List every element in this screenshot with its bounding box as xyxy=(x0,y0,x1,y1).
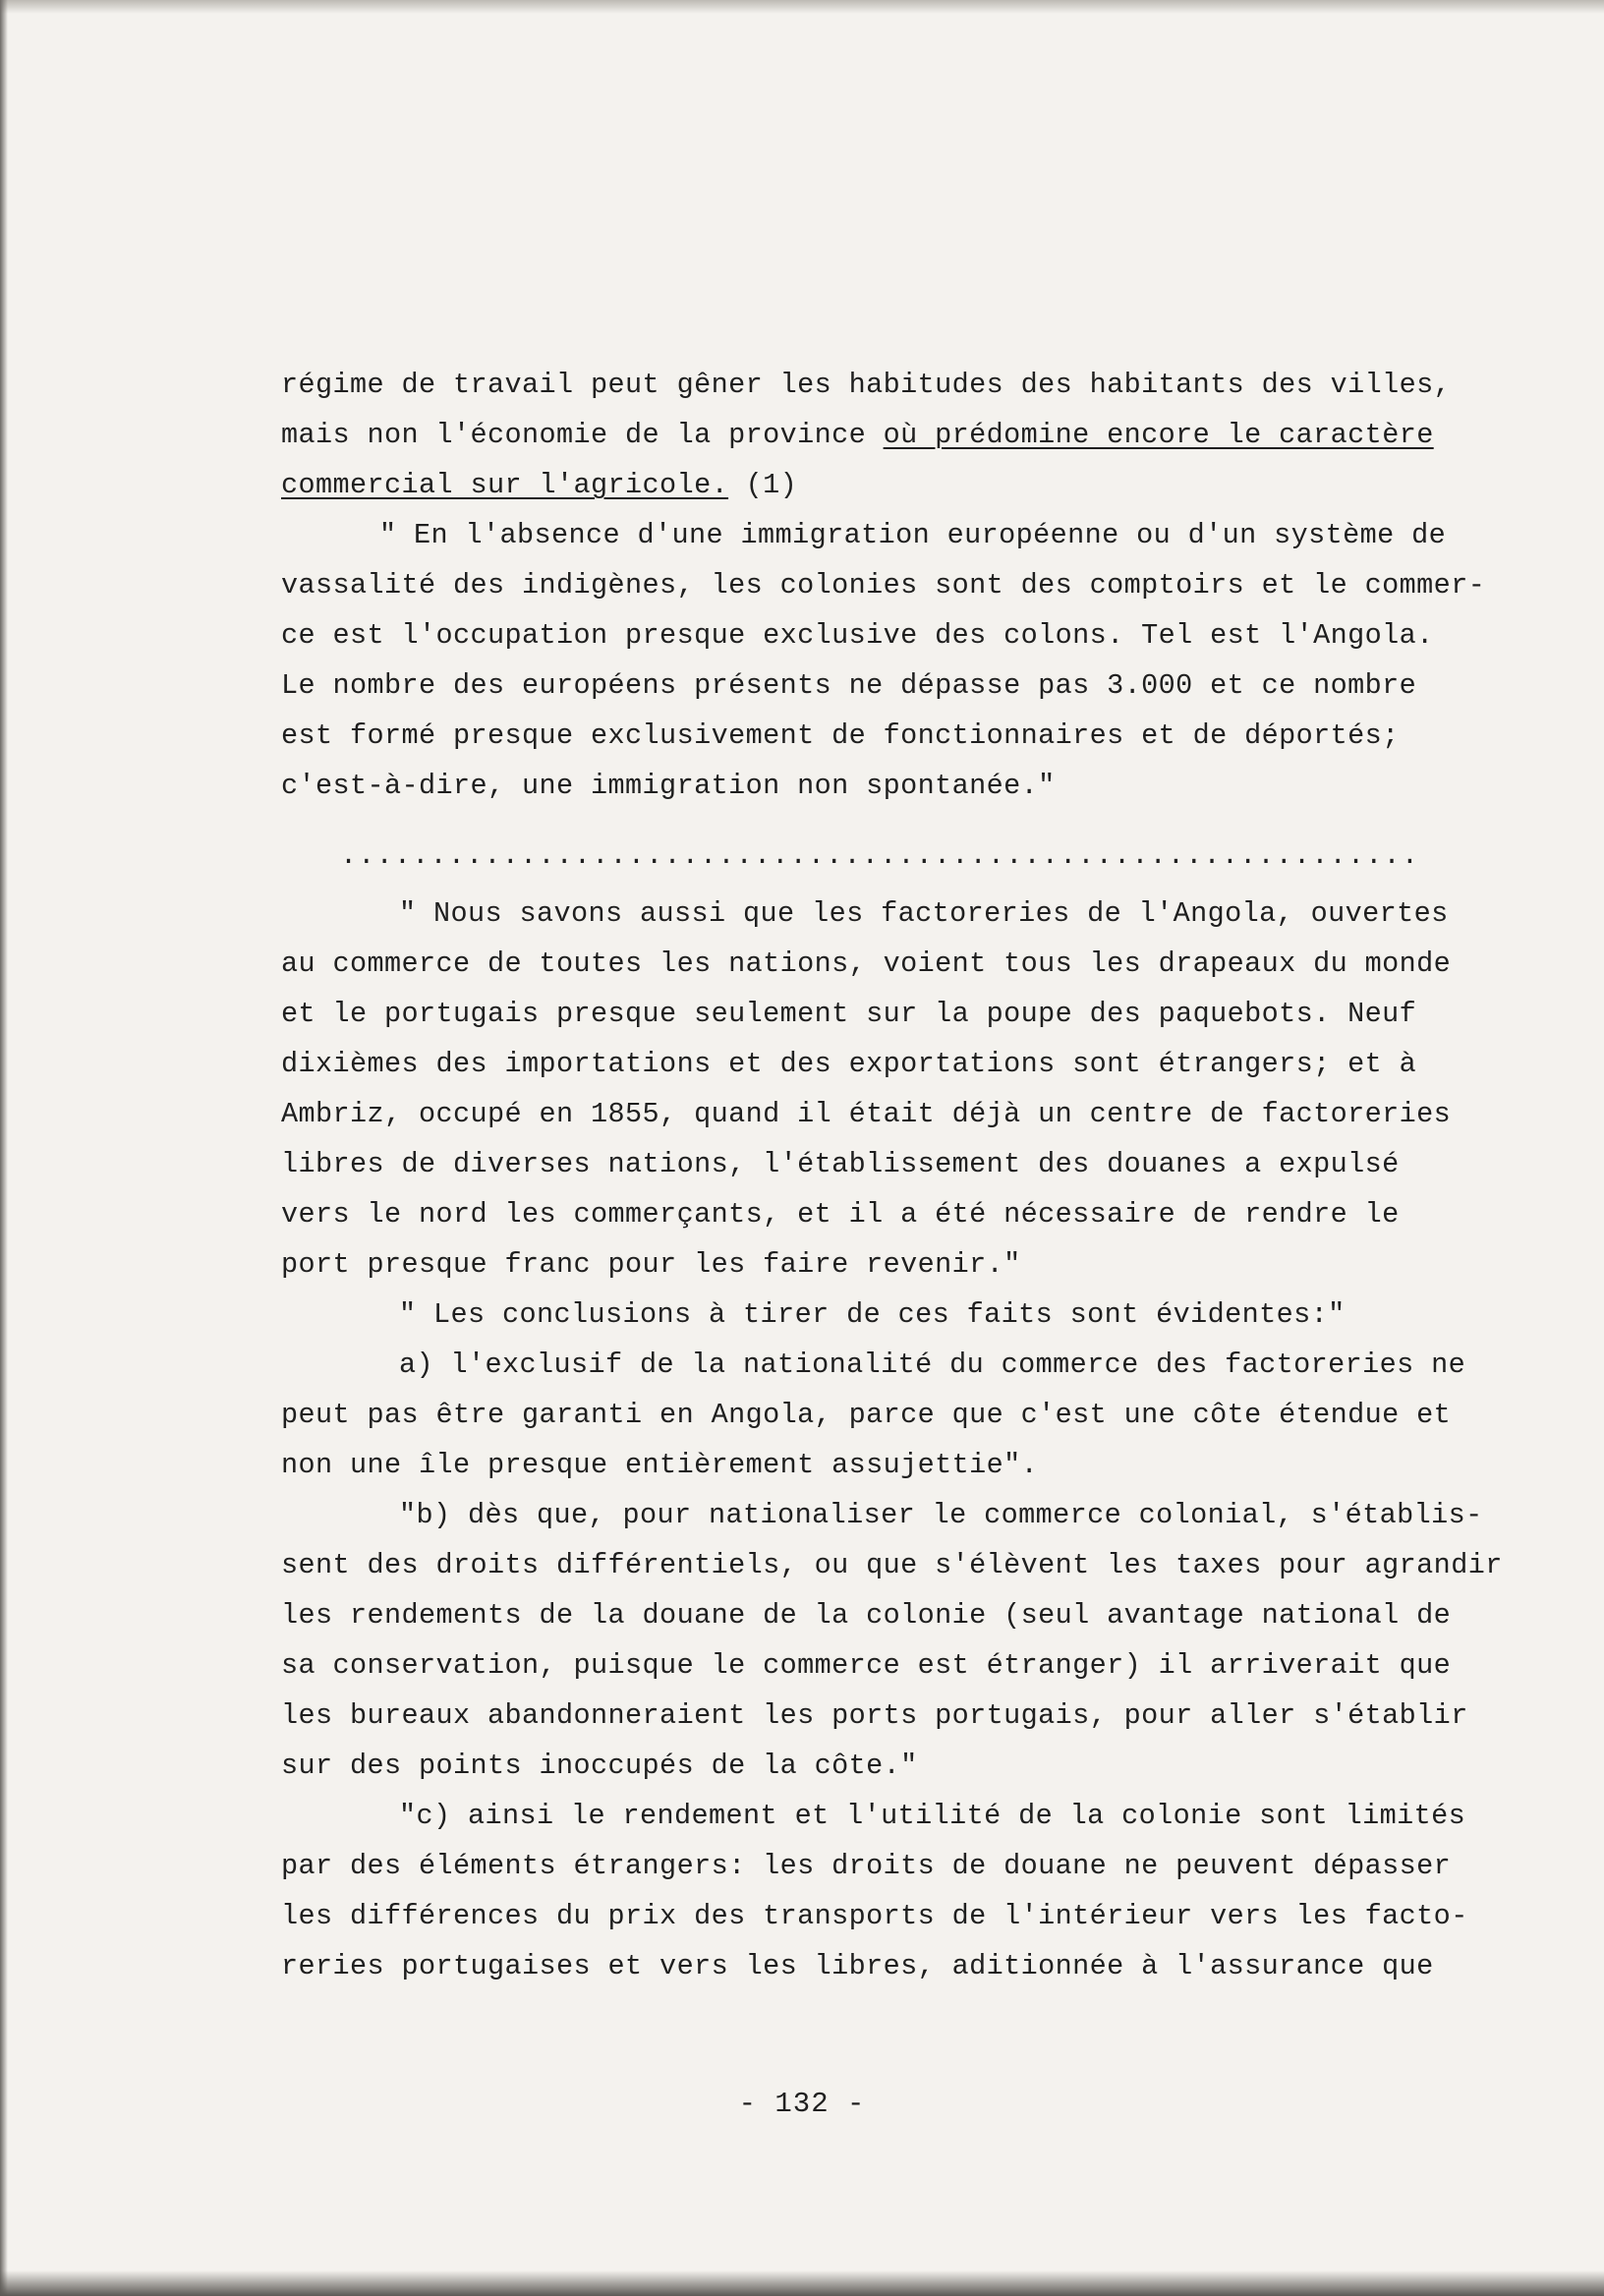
text-line: " En l'absence d'une immigration européenne ou d'un système de xyxy=(379,519,1447,551)
scan-edge-top xyxy=(0,0,1604,14)
text-line: est formé presque exclusivement de fonctionnaires et de déportés; xyxy=(281,719,1400,752)
text-line: " Les conclusions à tirer de ces faits sont évidentes:" xyxy=(399,1298,1346,1331)
footnote-reference: (1) xyxy=(728,469,798,501)
ellipsis-separator: ............................................................ xyxy=(340,839,1420,872)
text-line: reries portugaises et vers les libres, aditionnée à l'assurance que xyxy=(281,1950,1434,1982)
spacer xyxy=(281,811,1519,831)
text-line: "c) ainsi le rendement et l'utilité de la colonie sont limités xyxy=(399,1800,1466,1832)
text-line: port presque franc pour les faire revenir." xyxy=(281,1248,1021,1281)
text-line: et le portugais presque seulement sur la poupe des paquebots. Neuf xyxy=(281,998,1417,1030)
text-line: peut pas être garanti en Angola, parce que c'est une côte étendue et xyxy=(281,1399,1452,1431)
text-line xyxy=(281,410,1519,460)
text-line: libres de diverses nations, l'établissement des douanes a expulsé xyxy=(281,1148,1400,1180)
text-line: Le nombre des européens présents ne dépasse pas 3.000 et ce nombre xyxy=(281,669,1417,702)
text-line: a) l'exclusif de la nationalité du commerce des factoreries ne xyxy=(399,1349,1466,1381)
text-line: ce est l'occupation presque exclusive des colons. Tel est l'Angola. xyxy=(281,619,1434,652)
text-line: sa conservation, puisque le commerce est étranger) il arriverait que xyxy=(281,1649,1452,1682)
text-line: les rendements de la douane de la colonie (seul avantage national de xyxy=(281,1599,1452,1632)
text-line: dixièmes des importations et des exportations sont étrangers; et à xyxy=(281,1048,1417,1080)
scan-edge-left xyxy=(0,0,8,2296)
text-line: les bureaux abandonneraient les ports portugais, pour aller s'établir xyxy=(281,1699,1468,1732)
text-line: sent des droits différentiels, ou que s'élèvent les taxes pour agrandir xyxy=(281,1549,1503,1581)
text-line: c'est-à-dire, une immigration non spontanée." xyxy=(281,770,1056,802)
text-line: sur des points inoccupés de la côte." xyxy=(281,1750,918,1782)
text-line: vassalité des indigènes, les colonies sont des comptoirs et le commer- xyxy=(281,569,1486,602)
text-line: non une île presque entièrement assujettie". xyxy=(281,1449,1039,1481)
text-line: les différences du prix des transports de l'intérieur vers les facto- xyxy=(281,1900,1468,1932)
scan-edge-bottom xyxy=(0,2270,1604,2296)
text-line: vers le nord les commerçants, et il a été nécessaire de rendre le xyxy=(281,1198,1400,1231)
underlined-phrase: commercial sur l'agricole. xyxy=(281,469,729,501)
text-line: au commerce de toutes les nations, voient tous les drapeaux du monde xyxy=(281,947,1452,980)
text-line: régime de travail peut gêner les habitudes des habitants des villes, xyxy=(281,369,1452,401)
body-text xyxy=(281,360,1519,1991)
text-line: " Nous savons aussi que les factoreries de l'Angola, ouvertes xyxy=(399,897,1449,930)
underlined-phrase: où prédomine encore le caractère xyxy=(883,419,1434,451)
text-line: Ambriz, occupé en 1855, quand il était déjà un centre de factoreries xyxy=(281,1098,1452,1130)
spacer xyxy=(281,881,1519,889)
text-line: "b) dès que, pour nationaliser le commerce colonial, s'établis- xyxy=(399,1499,1483,1531)
text-segment: mais non l'économie de la province xyxy=(281,419,884,451)
text-line: par des éléments étrangers: les droits de douane ne peuvent dépasser xyxy=(281,1850,1452,1882)
page-number: - 132 - xyxy=(738,2088,866,2120)
text-line xyxy=(281,460,1519,510)
